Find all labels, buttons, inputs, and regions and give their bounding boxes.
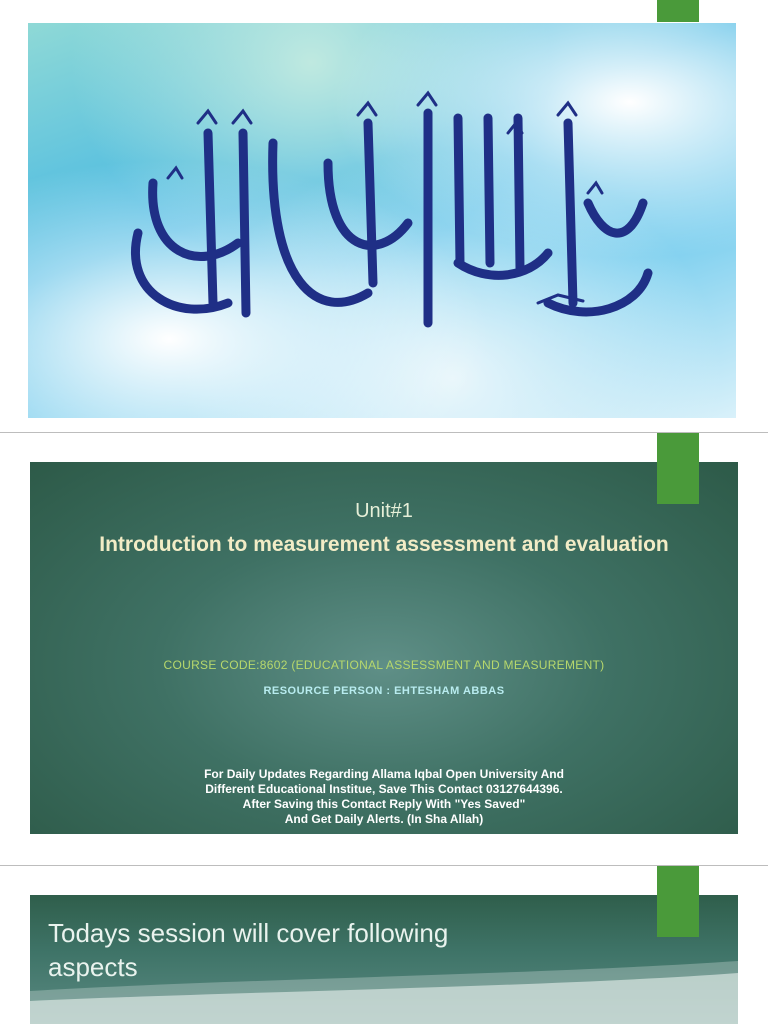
slide-title: Introduction to measurement assessment and evaluation [99,533,669,556]
course-code: COURSE CODE:8602 (EDUCATIONAL ASSESSMENT AND MEASUREMENT) [163,658,605,672]
notice-line: And Get Daily Alerts. (In Sha Allah) [284,812,484,826]
slide-accent-tab [657,866,699,937]
notice-line: For Daily Updates Regarding Allama Iqbal Open University And [204,767,564,781]
contact-notice [130,767,638,827]
unit-label: Unit#1 [355,500,413,522]
slide-3 [0,866,768,1024]
notice-line: Different Educational Institue, Save This Contact 03127644396. [205,782,563,796]
slide-1 [0,0,768,432]
section-title-line: Todays session will cover following [48,918,449,948]
slide-accent-tab [657,0,699,22]
section-title-line: aspects [48,952,138,982]
notice-line: After Saving this Contact Reply With "Yes Saved" [242,797,526,811]
slide-accent-tab [657,433,699,504]
slide-2 [0,433,768,865]
title-panel [30,462,738,834]
resource-person: RESOURCE PERSON : EHTESHAM ABBAS [263,685,505,697]
section-title [48,916,568,984]
bismillah-calligraphy-image [28,23,736,418]
